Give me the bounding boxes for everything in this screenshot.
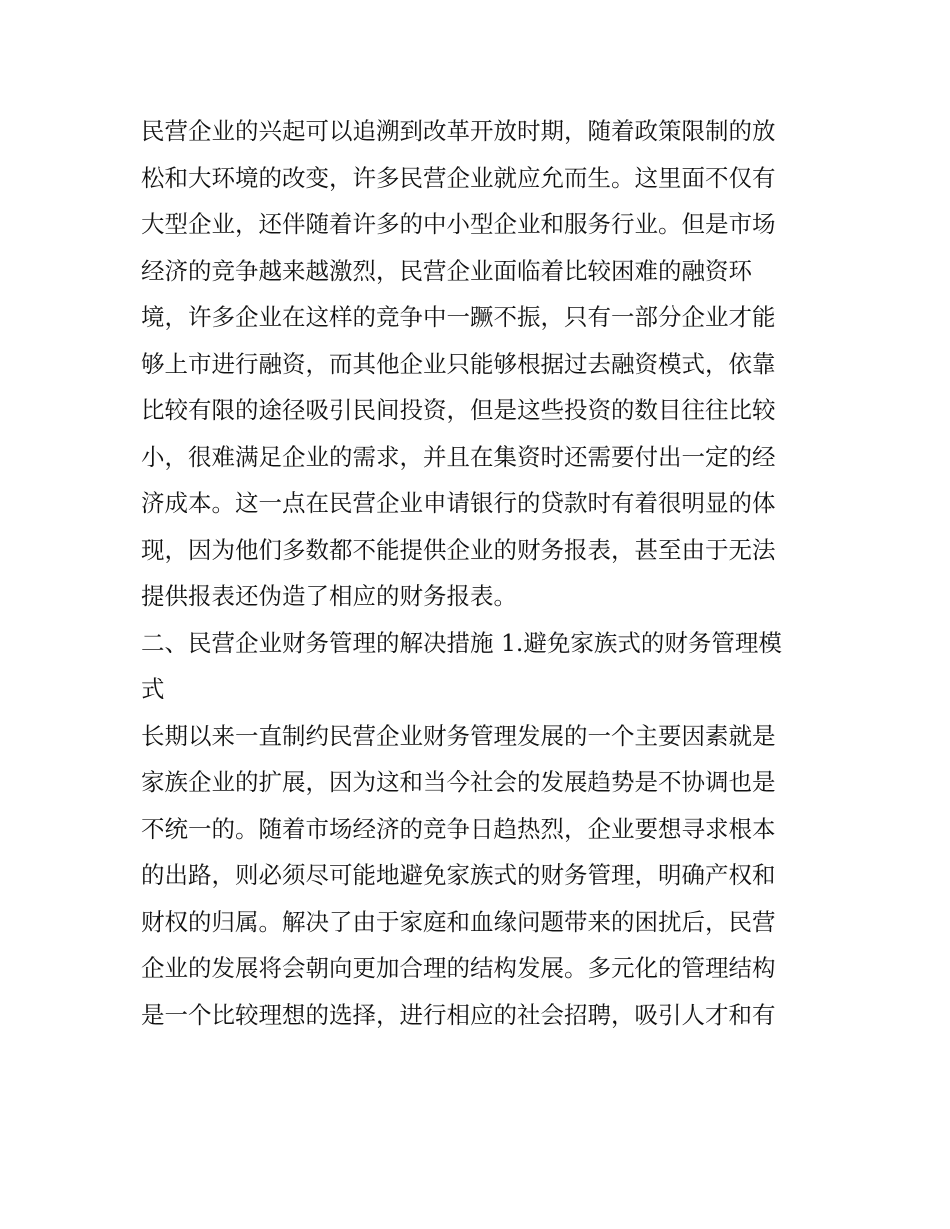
text-line: 现，因为他们多数都不能提供企业的财务报表，甚至由于无法: [141, 535, 776, 564]
body-text: [141, 108, 821, 1038]
text-line: 小，很难满足企业的需求，并且在集资时还需要付出一定的经: [141, 442, 776, 471]
text-line: 的出路，则必须尽可能地避免家族式的财务管理，明确产权和: [141, 861, 776, 889]
text-line: 松和大环境的改变，许多民营企业就应允而生。这里面不仅有: [141, 163, 776, 192]
text-line: 够上市进行融资，而其他企业只能够根据过去融资模式，依靠: [141, 349, 776, 378]
text-line: 企业的发展将会朝向更加合理的结构发展。多元化的管理结构: [141, 954, 776, 982]
text-line: 大型企业，还伴随着许多的中小型企业和服务行业。但是市场: [141, 210, 776, 238]
text-line: 财权的归属。解决了由于家庭和血缘问题带来的困扰后，民营: [141, 907, 776, 936]
text-line: 经济的竞争越来越激烈，民营企业面临着比较困难的融资环: [141, 256, 752, 285]
section-heading-line: 式: [141, 675, 165, 703]
text-line: 不统一的。随着市场经济的竞争日趋热烈，企业要想寻求根本: [141, 814, 776, 843]
text-line: 是一个比较理想的选择，进行相应的社会招聘，吸引人才和有: [141, 1000, 776, 1029]
text-line: 提供报表还伪造了相应的财务报表。: [141, 582, 517, 610]
text-line: 济成本。这一点在民营企业申请银行的贷款时有着很明显的体: [141, 489, 776, 517]
text-line: 比较有限的途径吸引民间投资，但是这些投资的数目往往比较: [141, 396, 776, 424]
section-heading-line: 二、民营企业财务管理的解决措施 1.避免家族式的财务管理模: [141, 628, 782, 657]
text-line: 境，许多企业在这样的竞争中一蹶不振，只有一部分企业才能: [141, 303, 776, 331]
text-line: 民营企业的兴起可以追溯到改革开放时期，随着政策限制的放: [141, 117, 776, 145]
text-line: 家族企业的扩展，因为这和当今社会的发展趋势是不协调也是: [141, 768, 776, 796]
text-line: 长期以来一直制约民营企业财务管理发展的一个主要因素就是: [141, 721, 776, 750]
